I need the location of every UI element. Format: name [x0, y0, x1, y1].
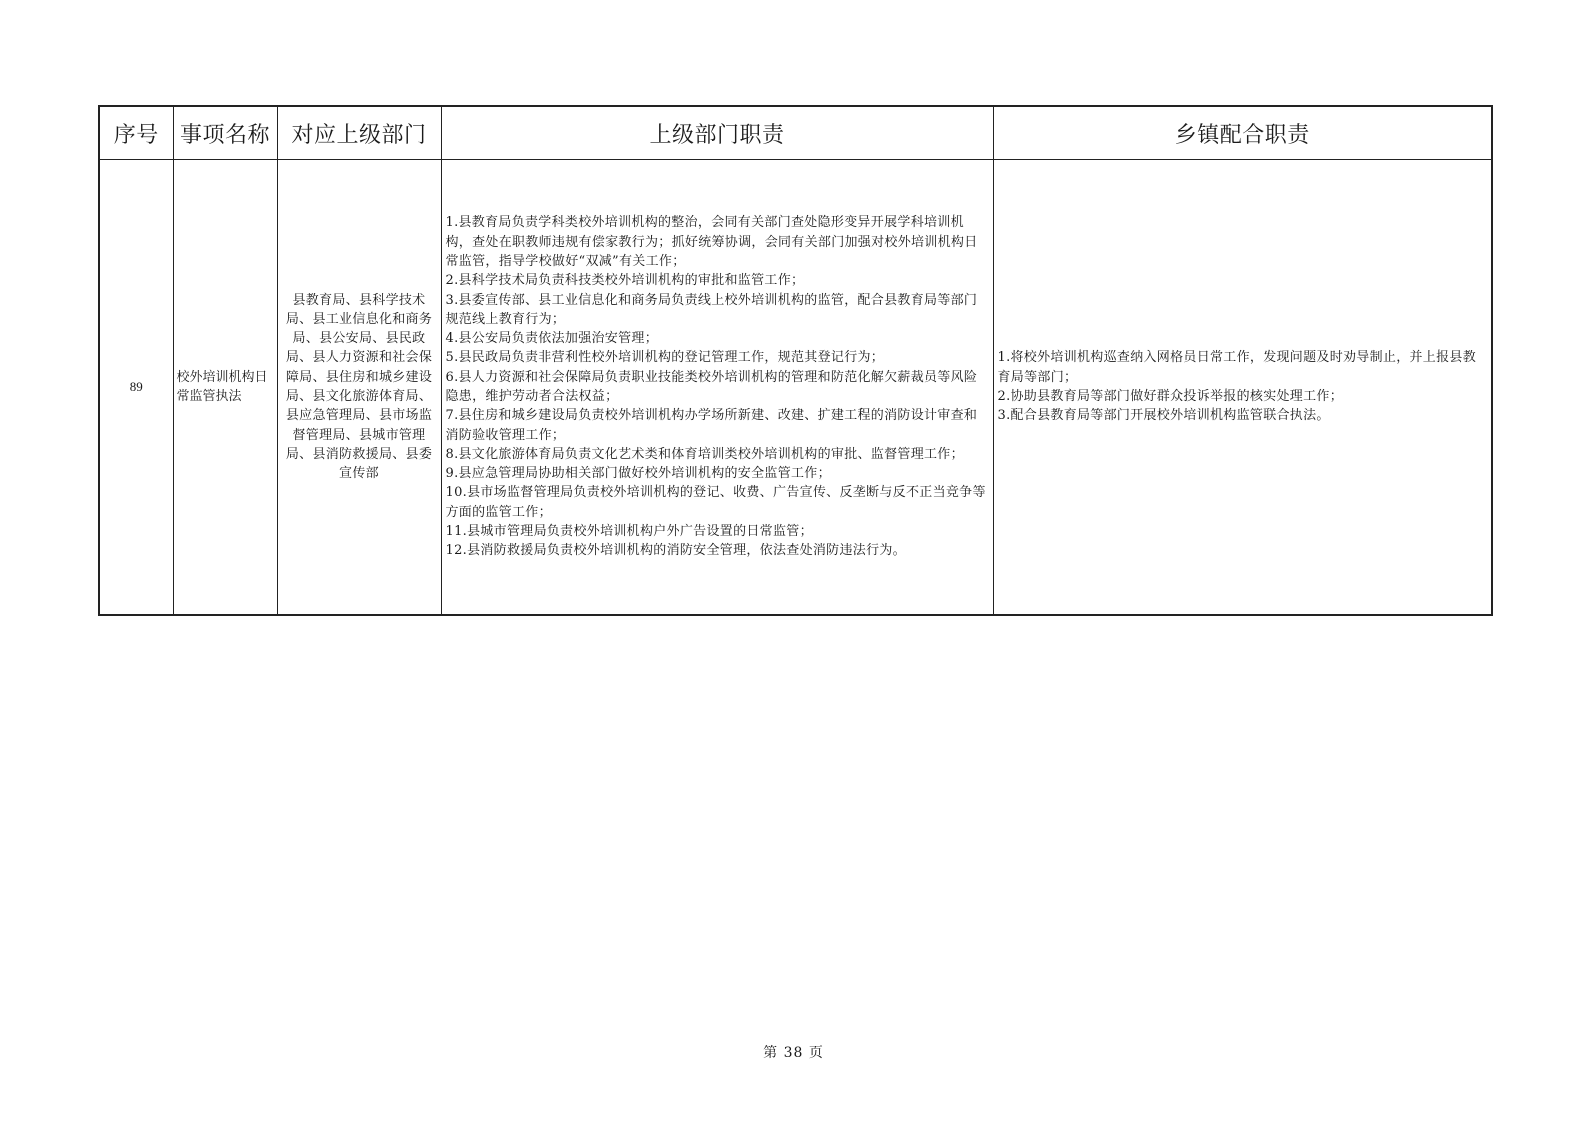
item-name-text: 校外培训机构日常监管执法 [176, 369, 268, 404]
cell-town-duties [993, 160, 1492, 616]
upper-duty-item: 5.县民政局负责非营利性校外培训机构的登记管理工作，规范其登记行为； [445, 350, 885, 366]
table-body [99, 160, 1492, 616]
departments-text: 县教育局、县科学技术局、县工业信息化和商务局、县公安局、县民政局、县人力资源和社会保障局、县住房和城乡建设局、县文化旅游体育局、县应急管理局、县市场监督管理局、县城市管理局、县消防救援局、县委宣传部 [285, 292, 433, 482]
header-item-name: 事项名称 [173, 106, 277, 160]
upper-duty-item: 3.县委宣传部、县工业信息化和商务局负责线上校外培训机构的监管，配合县教育局等部门规范线上教育行为； [445, 292, 978, 327]
header-upper-duty: 上级部门职责 [441, 106, 993, 160]
upper-duty-item: 9.县应急管理局协助相关部门做好校外培训机构的安全监管工作； [445, 466, 831, 482]
upper-duty-item: 1.县教育局负责学科类校外培训机构的整治，会同有关部门查处隐形变异开展学科培训机构，查处在职教师违规有偿家教行为；抓好统筹协调，会同有关部门加强对校外培训机构日常监管，指导学校做好“双减”有关工作； [445, 215, 978, 269]
duty-table [98, 105, 1493, 616]
page-number: 第 38 页 [763, 1045, 824, 1061]
upper-duty-item: 12.县消防救援局负责校外培训机构的消防安全管理，依法查处消防违法行为。 [445, 543, 906, 559]
upper-duty-item: 10.县市场监督管理局负责校外培训机构的登记、收费、广告宣传、反垄断与反不正当竞争等方面的监管工作； [445, 485, 986, 520]
table-header [99, 106, 1492, 160]
upper-duty-item: 2.县科学技术局负责科技类校外培训机构的审批和监管工作； [445, 273, 805, 289]
town-duty-item: 1.将校外培训机构巡查纳入网格员日常工作，发现问题及时劝导制止，并上报县教育局等部门； [997, 350, 1477, 385]
table-row [99, 160, 1492, 616]
cell-item-name [173, 160, 277, 616]
cell-upper-duties [441, 160, 993, 616]
upper-duty-item: 8.县文化旅游体育局负责文化艺术类和体育培训类校外培训机构的审批、监督管理工作； [445, 446, 964, 462]
header-town-duty: 乡镇配合职责 [993, 106, 1492, 160]
town-duty-item: 2.协助县教育局等部门做好群众投诉举报的核实处理工作； [997, 389, 1344, 404]
header-seq: 序号 [99, 106, 173, 160]
header-upper-department: 对应上级部门 [277, 106, 441, 160]
cell-seq: 89 [99, 160, 173, 616]
header-row [99, 106, 1492, 160]
upper-duty-item: 11.县城市管理局负责校外培训机构户外广告设置的日常监管； [445, 524, 813, 540]
upper-duty-item: 6.县人力资源和社会保障局负责职业技能类校外培训机构的管理和防范化解欠薪裁员等风险隐患，维护劳动者合法权益； [445, 369, 978, 404]
cell-upper-departments [277, 160, 441, 616]
town-duty-item: 3.配合县教育局等部门开展校外培训机构监管联合执法。 [997, 408, 1330, 424]
upper-duty-item: 4.县公安局负责依法加强治安管理； [445, 331, 659, 347]
upper-duty-item: 7.县住房和城乡建设局负责校外培训机构办学场所新建、改建、扩建工程的消防设计审查和消防验收管理工作； [445, 408, 978, 443]
